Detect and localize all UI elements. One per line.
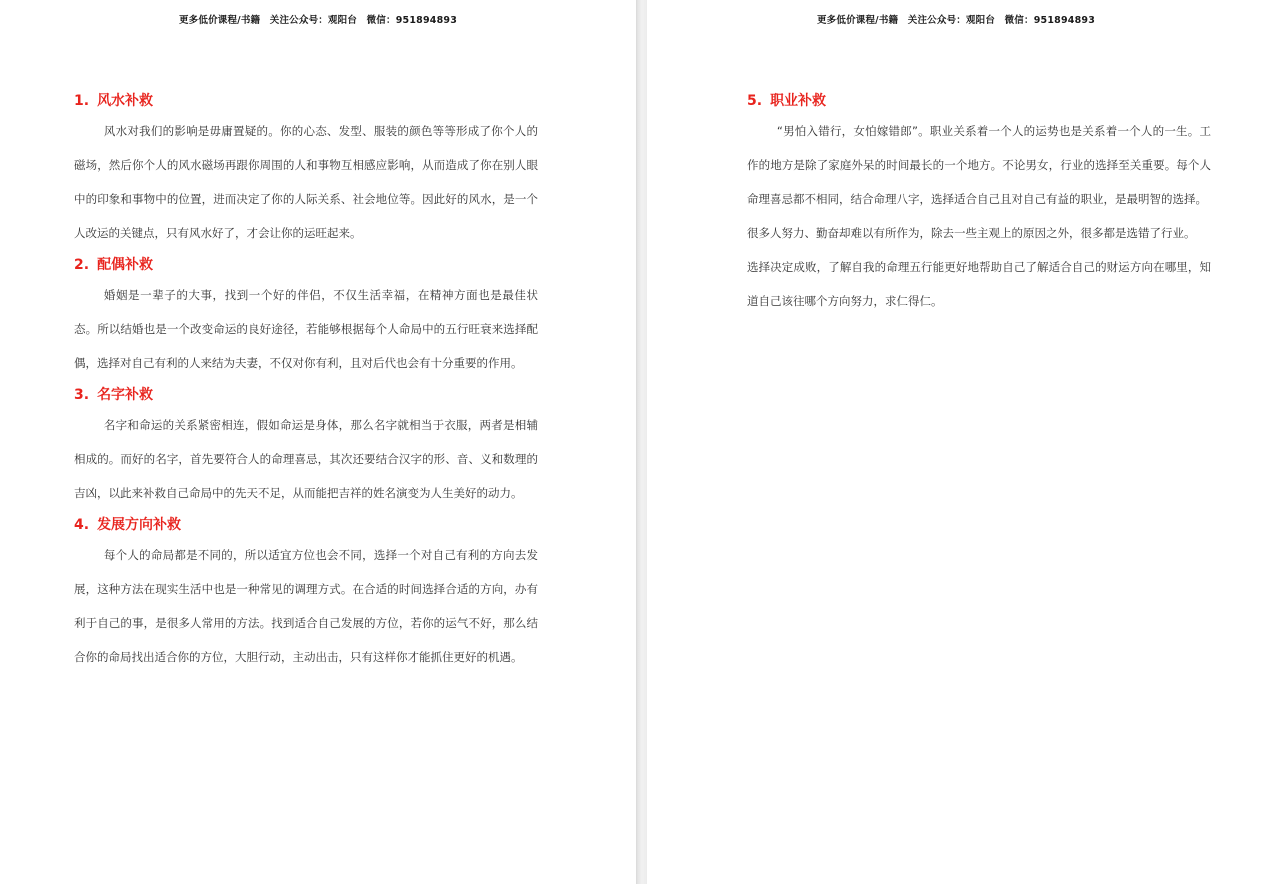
header-promo-text: 更多低价课程/书籍 [178,15,261,26]
page-content [74,88,538,676]
section-paragraph: 很多人努力、勤奋却难以有所作为，除去一些主观上的原因之外，很多都是选错了行业。 [747,226,1196,240]
section-number: 3. [74,387,90,403]
document-page-right [647,0,1265,884]
header-promo-text: 更多低价课程/书籍 [816,15,899,26]
page-gutter [636,0,647,884]
section-title: 发展方向补救 [97,517,182,533]
section-heading-name [74,382,538,408]
section-paragraph: “男怕入错行，女怕嫁错郎”。职业关系着一个人的运势也是关系着一个人的一生。工作的地方是除了家庭外呆的时间最长的一个地方。不论男女，行业的选择至关重要。每个人命理喜忌都不相同，结合命理八字，选择适合自己且对自己有益的职业，是最明智的选择。 [747,124,1211,206]
section-number: 2. [74,257,90,273]
section-title: 名字补救 [97,387,154,403]
section-title: 风水补救 [97,93,154,109]
section-paragraph: 每个人的命局都是不同的，所以适宜方位也会不同，选择一个对自己有利的方向去发展，这种方法在现实生活中也是一种常见的调理方式。在合适的时间选择合适的方向，办有利于自己的事，是很多人常用的方法。找到适合自己发展的方位，若你的运气不好，那么结合你的命局找出适合你的方位，大胆行动，主动出击，只有这样你才能抓住更好的机遇。 [74,548,538,664]
page-header [0,12,636,26]
section-number: 4. [74,517,90,533]
section-heading-fengshui [74,88,538,114]
section-title: 配偶补救 [97,257,154,273]
page-content [747,88,1211,318]
section-heading-career [747,88,1211,114]
section-heading-spouse [74,252,538,278]
section-paragraph: 风水对我们的影响是毋庸置疑的。你的心态、发型、服装的颜色等等形成了你个人的磁场，然后你个人的风水磁场再跟你周围的人和事物互相感应影响，从而造成了你在别人眼中的印象和事物中的位置，进而决定了你的人际关系、社会地位等。因此好的风水，是一个人改运的关键点，只有风水好了，才会让你的运旺起来。 [74,124,538,240]
page-header [647,12,1265,26]
header-wechat-id: 微信：951894893 [1004,15,1096,26]
section-paragraph: 选择决定成败，了解自我的命理五行能更好地帮助自己了解适合自己的财运方向在哪里，知道自己该往哪个方向努力，求仁得仁。 [747,260,1211,308]
section-paragraph: 名字和命运的关系紧密相连，假如命运是身体，那么名字就相当于衣服，两者是相辅相成的。而好的名字，首先要符合人的命理喜忌，其次还要结合汉字的形、音、义和数理的吉凶，以此来补救自己命局中的先天不足，从而能把吉祥的姓名演变为人生美好的动力。 [74,418,538,500]
section-title: 职业补救 [770,93,827,109]
section-number: 5. [747,93,763,109]
header-wechat-account: 关注公众号：观阳台 [907,15,996,26]
header-wechat-id: 微信：951894893 [366,15,458,26]
section-heading-direction [74,512,538,538]
section-paragraph: 婚姻是一辈子的大事，找到一个好的伴侣，不仅生活幸福，在精神方面也是最佳状态。所以结婚也是一个改变命运的良好途径，若能够根据每个人命局中的五行旺衰来选择配偶，选择对自己有利的人来结为夫妻，不仅对你有利，且对后代也会有十分重要的作用。 [74,288,538,370]
header-wechat-account: 关注公众号：观阳台 [269,15,358,26]
section-number: 1. [74,93,90,109]
